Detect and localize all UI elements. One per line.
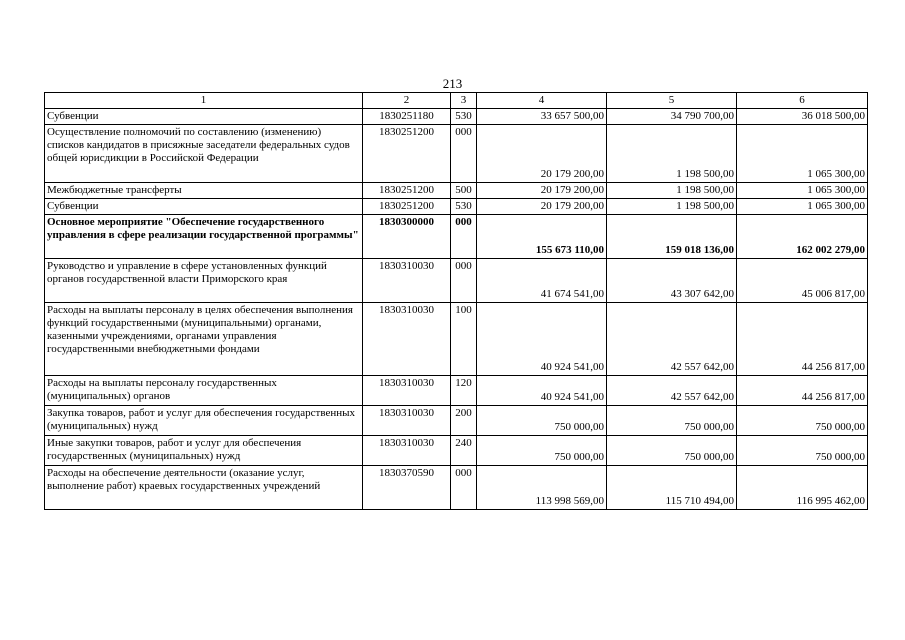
row-code-cell: 1830370590 [363,466,451,510]
row-amount-1-cell: 20 179 200,00 [477,125,607,183]
table-row [45,466,868,510]
row-name-cell: Иные закупки товаров, работ и услуг для обеспечения государственных (муниципальных) нужд [45,436,363,466]
row-amount-3-cell: 750 000,00 [737,406,868,436]
row-amount-1-cell: 155 673 110,00 [477,215,607,259]
row-code-cell: 1830251200 [363,199,451,215]
row-amount-3-cell: 162 002 279,00 [737,215,868,259]
row-amount-1-cell: 750 000,00 [477,406,607,436]
table-row [45,199,868,215]
row-code-cell: 1830310030 [363,259,451,303]
row-amount-2-cell: 1 198 500,00 [607,199,737,215]
row-amount-3-cell: 1 065 300,00 [737,199,868,215]
row-amount-2-cell: 159 018 136,00 [607,215,737,259]
table-row [45,215,868,259]
row-type-cell: 240 [451,436,477,466]
row-name-cell: Расходы на выплаты персоналу государственных (муниципальных) органов [45,376,363,406]
table-row [45,376,868,406]
row-amount-2-cell: 115 710 494,00 [607,466,737,510]
row-amount-1-cell: 113 998 569,00 [477,466,607,510]
row-type-cell: 000 [451,125,477,183]
row-amount-2-cell: 750 000,00 [607,436,737,466]
row-name-cell: Основное мероприятие "Обеспечение государственного управления в сфере реализации государственной программы" [45,215,363,259]
row-amount-3-cell: 44 256 817,00 [737,303,868,376]
page-number: 213 [442,76,463,91]
column-number-1: 1 [45,93,363,109]
row-amount-1-cell: 20 179 200,00 [477,199,607,215]
table-row [45,406,868,436]
row-name-cell: Субвенции [45,199,363,215]
row-amount-3-cell: 750 000,00 [737,436,868,466]
budget-table [44,92,868,510]
row-amount-3-cell: 116 995 462,00 [737,466,868,510]
row-amount-3-cell: 45 006 817,00 [737,259,868,303]
row-name-cell: Расходы на обеспечение деятельности (оказание услуг, выполнение работ) краевых государственных учреждений [45,466,363,510]
row-amount-1-cell: 20 179 200,00 [477,183,607,199]
row-amount-1-cell: 33 657 500,00 [477,109,607,125]
row-type-cell: 200 [451,406,477,436]
row-code-cell: 1830251200 [363,183,451,199]
table-row [45,109,868,125]
row-amount-2-cell: 42 557 642,00 [607,376,737,406]
row-name-cell: Закупка товаров, работ и услуг для обеспечения государственных (муниципальных) нужд [45,406,363,436]
row-amount-2-cell: 42 557 642,00 [607,303,737,376]
row-code-cell: 1830310030 [363,303,451,376]
row-type-cell: 120 [451,376,477,406]
row-amount-3-cell: 44 256 817,00 [737,376,868,406]
column-number-5: 5 [607,93,737,109]
row-amount-2-cell: 1 198 500,00 [607,183,737,199]
row-amount-1-cell: 41 674 541,00 [477,259,607,303]
row-amount-1-cell: 40 924 541,00 [477,376,607,406]
row-amount-3-cell: 1 065 300,00 [737,125,868,183]
row-code-cell: 1830251180 [363,109,451,125]
row-type-cell: 530 [451,199,477,215]
column-number-4: 4 [477,93,607,109]
row-type-cell: 000 [451,215,477,259]
row-amount-1-cell: 40 924 541,00 [477,303,607,376]
row-amount-2-cell: 750 000,00 [607,406,737,436]
row-name-cell: Межбюджетные трансферты [45,183,363,199]
column-number-6: 6 [737,93,868,109]
table-row [45,259,868,303]
column-number-2: 2 [363,93,451,109]
row-code-cell: 1830310030 [363,406,451,436]
row-code-cell: 1830300000 [363,215,451,259]
row-amount-3-cell: 36 018 500,00 [737,109,868,125]
table-row [45,303,868,376]
row-amount-2-cell: 43 307 642,00 [607,259,737,303]
row-type-cell: 000 [451,466,477,510]
row-amount-2-cell: 34 790 700,00 [607,109,737,125]
row-type-cell: 530 [451,109,477,125]
row-amount-3-cell: 1 065 300,00 [737,183,868,199]
row-type-cell: 100 [451,303,477,376]
row-code-cell: 1830251200 [363,125,451,183]
column-number-row [45,93,868,109]
row-amount-1-cell: 750 000,00 [477,436,607,466]
row-name-cell: Субвенции [45,109,363,125]
row-type-cell: 000 [451,259,477,303]
row-name-cell: Руководство и управление в сфере установленных функций органов государственной власти Приморского края [45,259,363,303]
row-type-cell: 500 [451,183,477,199]
table-row [45,183,868,199]
column-number-3: 3 [451,93,477,109]
table-row [45,436,868,466]
table-row [45,125,868,183]
row-amount-2-cell: 1 198 500,00 [607,125,737,183]
row-code-cell: 1830310030 [363,436,451,466]
row-code-cell: 1830310030 [363,376,451,406]
row-name-cell: Расходы на выплаты персоналу в целях обеспечения выполнения функций государственными (муниципальными) органами, казенными учреждениями, органами управления государственными внебюджетными фондами [45,303,363,376]
row-name-cell: Осуществление полномочий по составлению (изменению) списков кандидатов в присяжные заседатели федеральных судов общей юрисдикции в Российской Федерации [45,125,363,183]
